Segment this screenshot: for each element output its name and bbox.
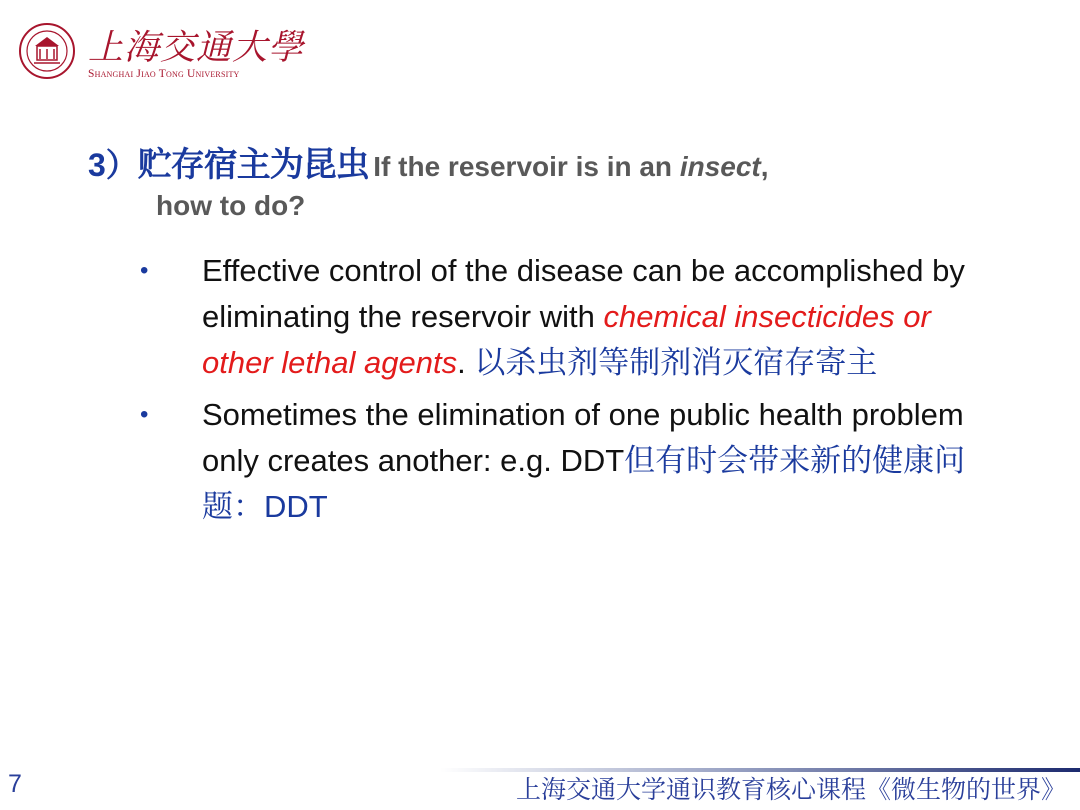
- heading-chinese: 贮存宿主为昆虫: [137, 145, 369, 185]
- university-logo: [18, 20, 305, 82]
- sjtu-seal-icon: [18, 22, 76, 80]
- bullet-chinese: 但有时会带来新的健康问题：DDT: [202, 443, 966, 524]
- heading-line2: how to do?: [156, 190, 306, 221]
- bullet-icon: •: [140, 257, 149, 284]
- bullet-text-punct: .: [457, 345, 475, 380]
- page-number: 7: [8, 770, 22, 798]
- bullet-item: [140, 248, 1000, 386]
- heading-english-suffix: ,: [760, 151, 769, 182]
- bullet-icon: •: [140, 401, 149, 428]
- course-title: 上海交通大学通识教育核心课程《微生物的世界》: [515, 775, 1066, 804]
- heading-english: [373, 151, 768, 182]
- heading-number: 3）: [88, 147, 138, 183]
- logo-chinese-name: 上海交通大學: [88, 28, 305, 68]
- bullet-text: Effective control of the disease can be accomplished by eliminating the reservoir with: [202, 253, 965, 334]
- bullet-text: Sometimes the elimination of one public health problem only creates another: e.g. DDT: [202, 397, 964, 478]
- bullet-item: [140, 392, 1000, 530]
- bullet-list: [140, 248, 1000, 536]
- bullet-chinese: 以杀虫剂等制剂消灭宿存寄主: [474, 345, 878, 380]
- heading-english-italic: insect: [679, 151, 761, 182]
- logo-english-name: Shanghai Jiao Tong University: [88, 68, 240, 80]
- slide-heading: [88, 142, 1008, 195]
- bullet-highlight: chemical insecticides or other lethal agents: [202, 299, 931, 380]
- heading-english-prefix: If the reservoir is in an: [373, 151, 680, 182]
